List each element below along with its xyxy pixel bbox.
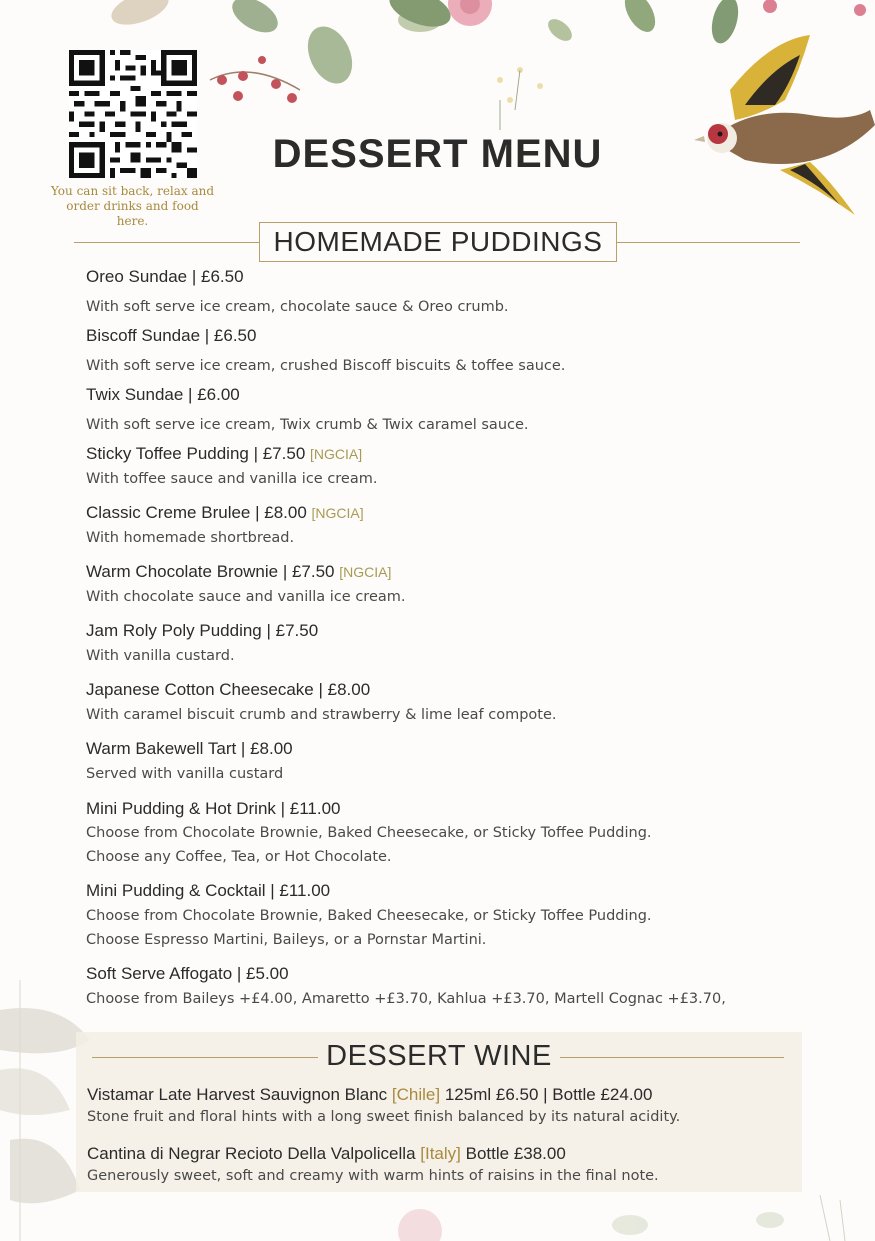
menu-item-description: With homemade shortbread. — [86, 530, 295, 546]
menu-item-name: Twix Sundae | £6.00 — [86, 385, 240, 404]
puddings-heading-row — [74, 222, 800, 262]
menu-item-description: Choose any Coffee, Tea, or Hot Chocolate. — [86, 849, 392, 865]
floral-decoration-bottom — [300, 1195, 875, 1241]
menu-item-name: Warm Chocolate Brownie | £7.50 [NGCIA] — [86, 562, 392, 581]
divider-line — [617, 242, 800, 243]
dietary-tag: [NGCIA] — [310, 446, 363, 462]
wine-description: Generously sweet, soft and creamy with warm hints of raisins in the final note. — [87, 1168, 659, 1184]
menu-item-description: Choose from Baileys +£4.00, Amaretto +£3.70, Kahlua +£3.70, Martell Cognac +£3.70, — [86, 991, 726, 1007]
menu-item-name: Mini Pudding & Cocktail | £11.00 — [86, 881, 331, 900]
menu-item-description: With toffee sauce and vanilla ice cream. — [86, 471, 378, 487]
menu-item-description: Choose Espresso Martini, Baileys, or a Pornstar Martini. — [86, 932, 487, 948]
page-title: DESSERT MENU — [272, 132, 603, 176]
menu-item-description: With soft serve ice cream, chocolate sauce & Oreo crumb. — [86, 299, 509, 315]
menu-item-name: Biscoff Sundae | £6.50 — [86, 326, 257, 345]
qr-caption-line: order drinks and food here. — [66, 199, 199, 228]
menu-item-name: Warm Bakewell Tart | £8.00 — [86, 739, 293, 758]
menu-item-name: Mini Pudding & Hot Drink | £11.00 — [86, 799, 341, 818]
wine-description: Stone fruit and floral hints with a long sweet finish balanced by its natural acidity. — [87, 1109, 681, 1125]
divider-line — [74, 242, 259, 243]
wine-price: Bottle £38.00 — [465, 1144, 566, 1163]
menu-item-description: Choose from Chocolate Brownie, Baked Cheesecake, or Sticky Toffee Pudding. — [86, 825, 652, 841]
goldfinch-bird-illustration — [690, 30, 875, 220]
puddings-heading: HOMEMADE PUDDINGS — [259, 222, 617, 262]
wine-price: 125ml £6.50 | Bottle £24.00 — [444, 1085, 653, 1104]
wine-item-name: Vistamar Late Harvest Sauvignon Blanc [Chile] 125ml £6.50 | Bottle £24.00 — [87, 1085, 653, 1104]
menu-item-name: Japanese Cotton Cheesecake | £8.00 — [86, 680, 371, 699]
menu-item-name: Classic Creme Brulee | £8.00 [NGCIA] — [86, 503, 364, 522]
menu-item-name: Sticky Toffee Pudding | £7.50 [NGCIA] — [86, 444, 363, 463]
wine-origin: [Italy] — [420, 1144, 461, 1163]
menu-item-description: With soft serve ice cream, Twix crumb & Twix caramel sauce. — [86, 417, 529, 433]
wine-item-name: Cantina di Negrar Recioto Della Valpolicella [Italy] Bottle £38.00 — [87, 1144, 566, 1163]
dietary-tag: [NGCIA] — [339, 564, 392, 580]
menu-item-name: Jam Roly Poly Pudding | £7.50 — [86, 621, 319, 640]
menu-item-description: Choose from Chocolate Brownie, Baked Cheesecake, or Sticky Toffee Pudding. — [86, 908, 652, 924]
menu-item-description: With soft serve ice cream, crushed Biscoff biscuits & toffee sauce. — [86, 358, 566, 374]
menu-item-description: With chocolate sauce and vanilla ice cream. — [86, 589, 406, 605]
menu-item-description: Served with vanilla custard — [86, 766, 284, 782]
menu-item-description: With vanilla custard. — [86, 648, 235, 664]
divider-line — [560, 1057, 784, 1058]
dietary-tag: [NGCIA] — [311, 505, 364, 521]
wine-origin: [Chile] — [391, 1085, 441, 1104]
dessert-wine-panel — [76, 1032, 802, 1192]
menu-item-name: Oreo Sundae | £6.50 — [86, 267, 244, 286]
wine-heading: DESSERT WINE — [326, 1040, 552, 1072]
menu-item-description: With caramel biscuit crumb and strawberry & lime leaf compote. — [86, 707, 557, 723]
menu-item-name: Soft Serve Affogato | £5.00 — [86, 964, 289, 983]
qr-caption-line: You can sit back, relax and — [50, 184, 215, 198]
